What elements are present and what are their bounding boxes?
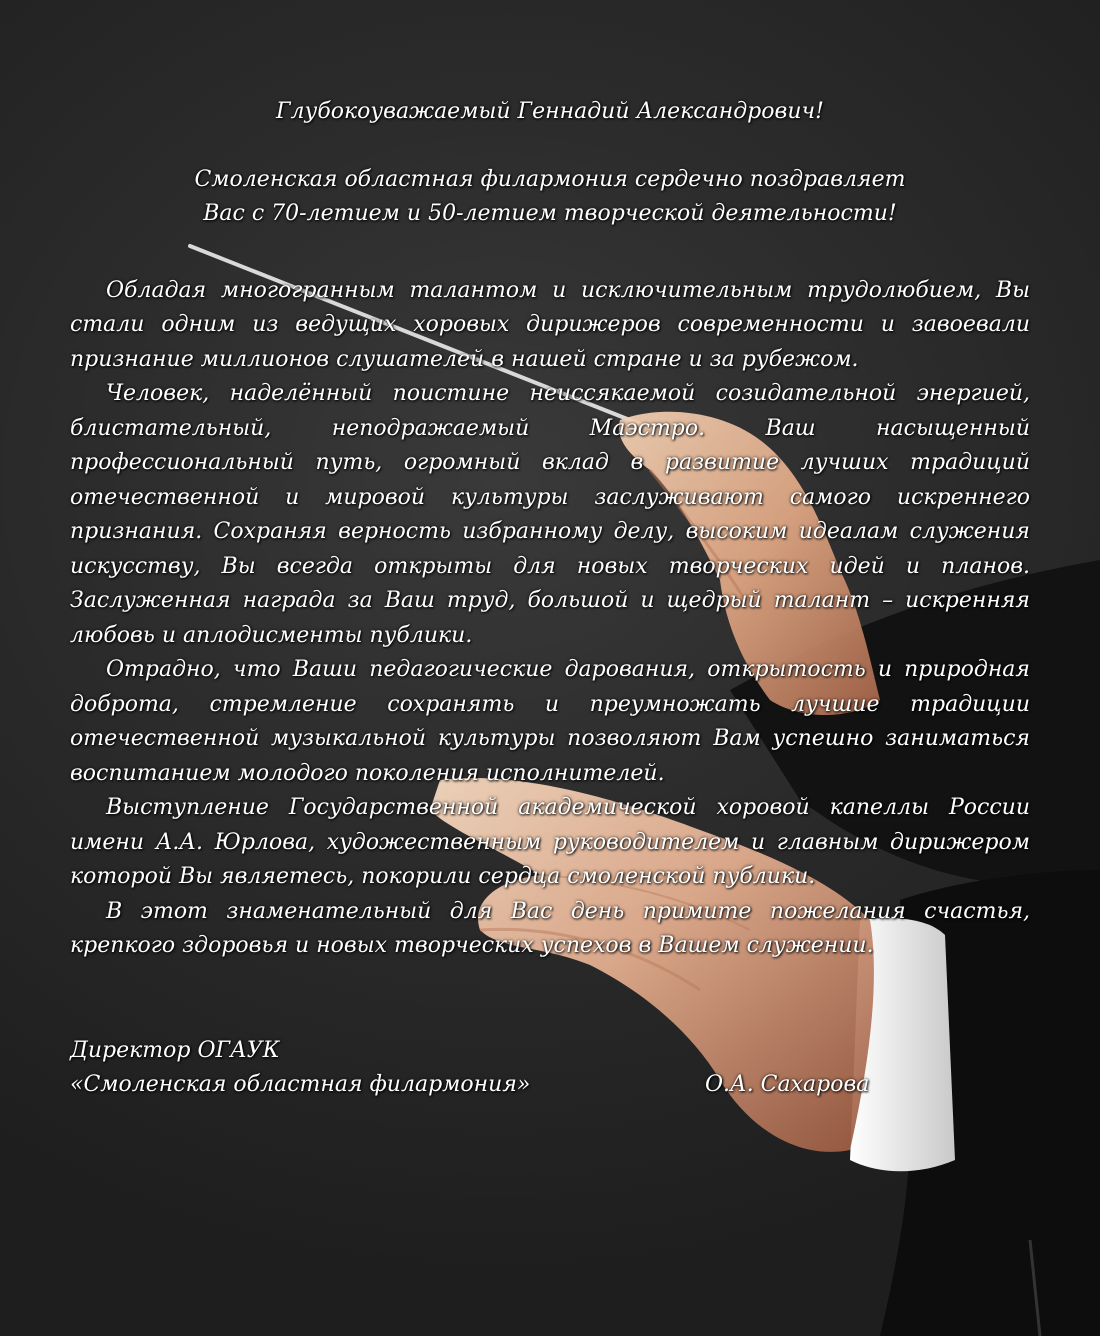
greeting-line-2: Вас с 70-летием и 50-летием творческой деятельности! bbox=[203, 201, 897, 226]
paragraph-capella: Выступление Государственной академической хоровой капеллы России имени А.А. Юрлова, художественным руководителем и главным дирижером которой Вы являетесь, покорили сердца смоленской публики. bbox=[70, 795, 1030, 889]
letter-text bbox=[70, 95, 1030, 1103]
signature-title: Директор ОГАУК bbox=[70, 1037, 280, 1063]
signature-block bbox=[70, 1034, 1030, 1103]
paragraph-maestro: Человек, наделённый поистине неиссякаемой созидательной энергией, блистательный, неподражаемый Маэстро. Ваш насыщенный профессиональный путь, огромный вклад в развитие лучших традиций отечественной и мировой культуры заслуживают самого искреннего признания. Сохраняя верность избранному делу, высоким идеалам служения искусству, Вы всегда открыты для новых творческих идей и планов. Заслуженная награда за Ваш труд, большой и щедрый талант – искренняя любовь и аплодисменты публики. bbox=[70, 381, 1030, 648]
greeting-line-1: Смоленская областная филармония сердечно поздравляет bbox=[194, 166, 906, 192]
signature-name: О.А. Сахарова bbox=[705, 1072, 870, 1097]
signature-org: «Смоленская областная филармония» bbox=[70, 1072, 531, 1097]
paragraph-wishes: В этот знаменательный для Вас день примите пожелания счастья, крепкого здоровья и новых творческих успехов в Вашем служении. bbox=[70, 898, 1030, 958]
paragraph-talent: Обладая многогранным талантом и исключительным трудолюбием, Вы стали одним из ведущих хоровых дирижеров современности и завоевали признание миллионов слушателей в нашей стране и за рубежом. bbox=[70, 277, 1030, 372]
salutation: Глубокоуважаемый Геннадий Александрович! bbox=[275, 99, 825, 124]
greeting bbox=[70, 163, 1030, 232]
paragraph-pedagogy: Отрадно, что Ваши педагогические дарования, открытость и природная доброта, стремление сохранять и преумножать лучшие традиции отечественной музыкальной культуры позволяют Вам успешно заниматься воспитанием молодого поколения исполнителей. bbox=[70, 657, 1030, 786]
